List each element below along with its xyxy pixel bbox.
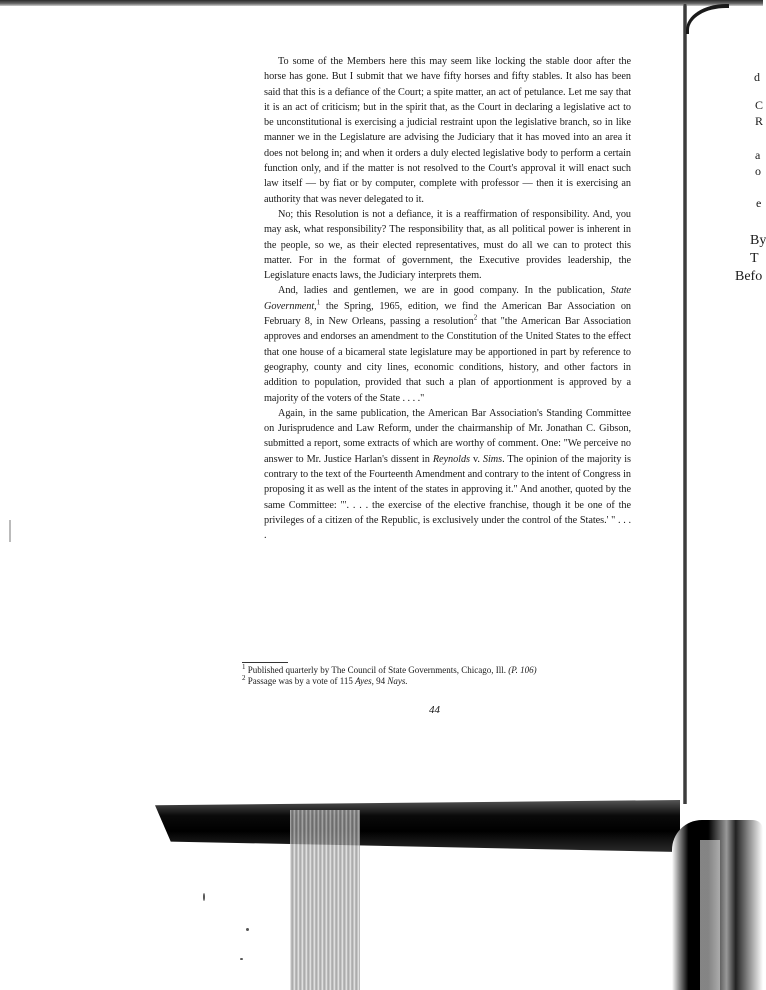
adjacent-page-fragment: a	[755, 148, 761, 162]
adjacent-page-fragment: Befo	[735, 269, 763, 284]
scan-shadow	[155, 800, 680, 852]
scan-artifact	[290, 810, 360, 990]
page-number: 44	[429, 704, 440, 716]
scan-speck	[203, 893, 205, 901]
footnotes	[242, 665, 632, 687]
scan-artifact	[700, 840, 720, 990]
page-body	[264, 54, 631, 544]
case-name: Reynolds	[432, 453, 470, 465]
footnote: $^2$ Passage was by a vote of 115 Ayes, 94 Nays.	[242, 674, 408, 686]
footnote-ref: 1	[316, 298, 321, 307]
case-name: Sims	[482, 453, 503, 465]
scan-speck	[246, 928, 249, 931]
book-gutter	[683, 4, 687, 804]
adjacent-page-fragment: By	[750, 233, 766, 248]
publication-title: State Government,	[264, 285, 631, 312]
adjacent-page-fragment: R	[755, 114, 764, 128]
paragraph: And, ladies and gentlemen, we are in good company. In the publication, State Government,$^1$ the Spring, 1965, edition, we find the American Bar Association on February 8, in New Orleans, passing a resolution$^2$ that "the American Bar Association approves and endorses an amendment to the Constitution of the United States to the effect that one house of a bicameral state legislature may be apportioned in part by reference to geography, county and city lines, economic conditions, history, and other factors in addition to population, provided that such a plan of apportionment is approved by a majority of the voters of the State . . . ."	[264, 285, 631, 404]
footnote-ref: 2	[473, 313, 478, 322]
paragraph: No; this Resolution is not a defiance, it is a reaffirmation of responsibility. And, you may ask, what responsibility? The responsibility that, as all political power is inherent in the people, so we, as their elected representatives, must do all we can to protect this matter. For in the format of government, the Executive provides leadership, the Legislature enacts laws, the Judiciary interprets them.	[264, 208, 631, 282]
adjacent-page-fragment: T	[750, 251, 759, 266]
adjacent-page-fragment: o	[755, 164, 761, 178]
scan-top-edge	[0, 0, 763, 6]
adjacent-page-fragment: C	[755, 98, 764, 112]
scan-speck	[9, 520, 11, 542]
adjacent-page-fragment: e	[756, 196, 762, 210]
scan-speck	[240, 958, 243, 960]
adjacent-page-fragment: d	[754, 70, 760, 84]
footnote: $^1$ Published quarterly by The Council of State Governments, Chicago, Ill. (P. 106)	[242, 663, 537, 675]
paragraph: Again, in the same publication, the American Bar Association's Standing Committee on Jurisprudence and Law Reform, under the chairmanship of Mr. Jonathan C. Gibson, submitted a report, some extracts of which are worthy of comment. One: "We perceive no answer to Mr. Justice Harlan's dissent in Reynolds v. Sims. The opinion of the majority is contrary to the text of the Fourteenth Amendment and contrary to the intent of Congress in proposing it as well as the intent of the states in approving it." And another, quoted by the same Committee: "'. . . . the exercise of the elective franchise, though it be one of the privileges of a citizen of the Republic, is exclusively under the control of the States.' " . . . .	[264, 407, 632, 542]
paragraph: To some of the Members here this may seem like locking the stable door after the horse has gone. But I submit that we have fifty horses and fifty stables. It also has been said that this is a defiance of the Court; a spite matter, an act of petulance. Let me say that it is an act of criticism; but in the spirit that, as the Court in declaring a legislative act to be unconstitutional is exercising a judicial restraint upon the legislative branch, so in like manner we in the Legislature are advising the Judiciary that it has moved into an area it does not belong in; and when it orders a duly elected legislative body to perform a certain function only, and if the matter is not resolved to the Court's approval it will enact such law itself — by fiat or by computer, complete with professor — then it is exercising an authority that was never delegated to it.	[264, 56, 631, 205]
footnote-separator	[242, 662, 288, 663]
